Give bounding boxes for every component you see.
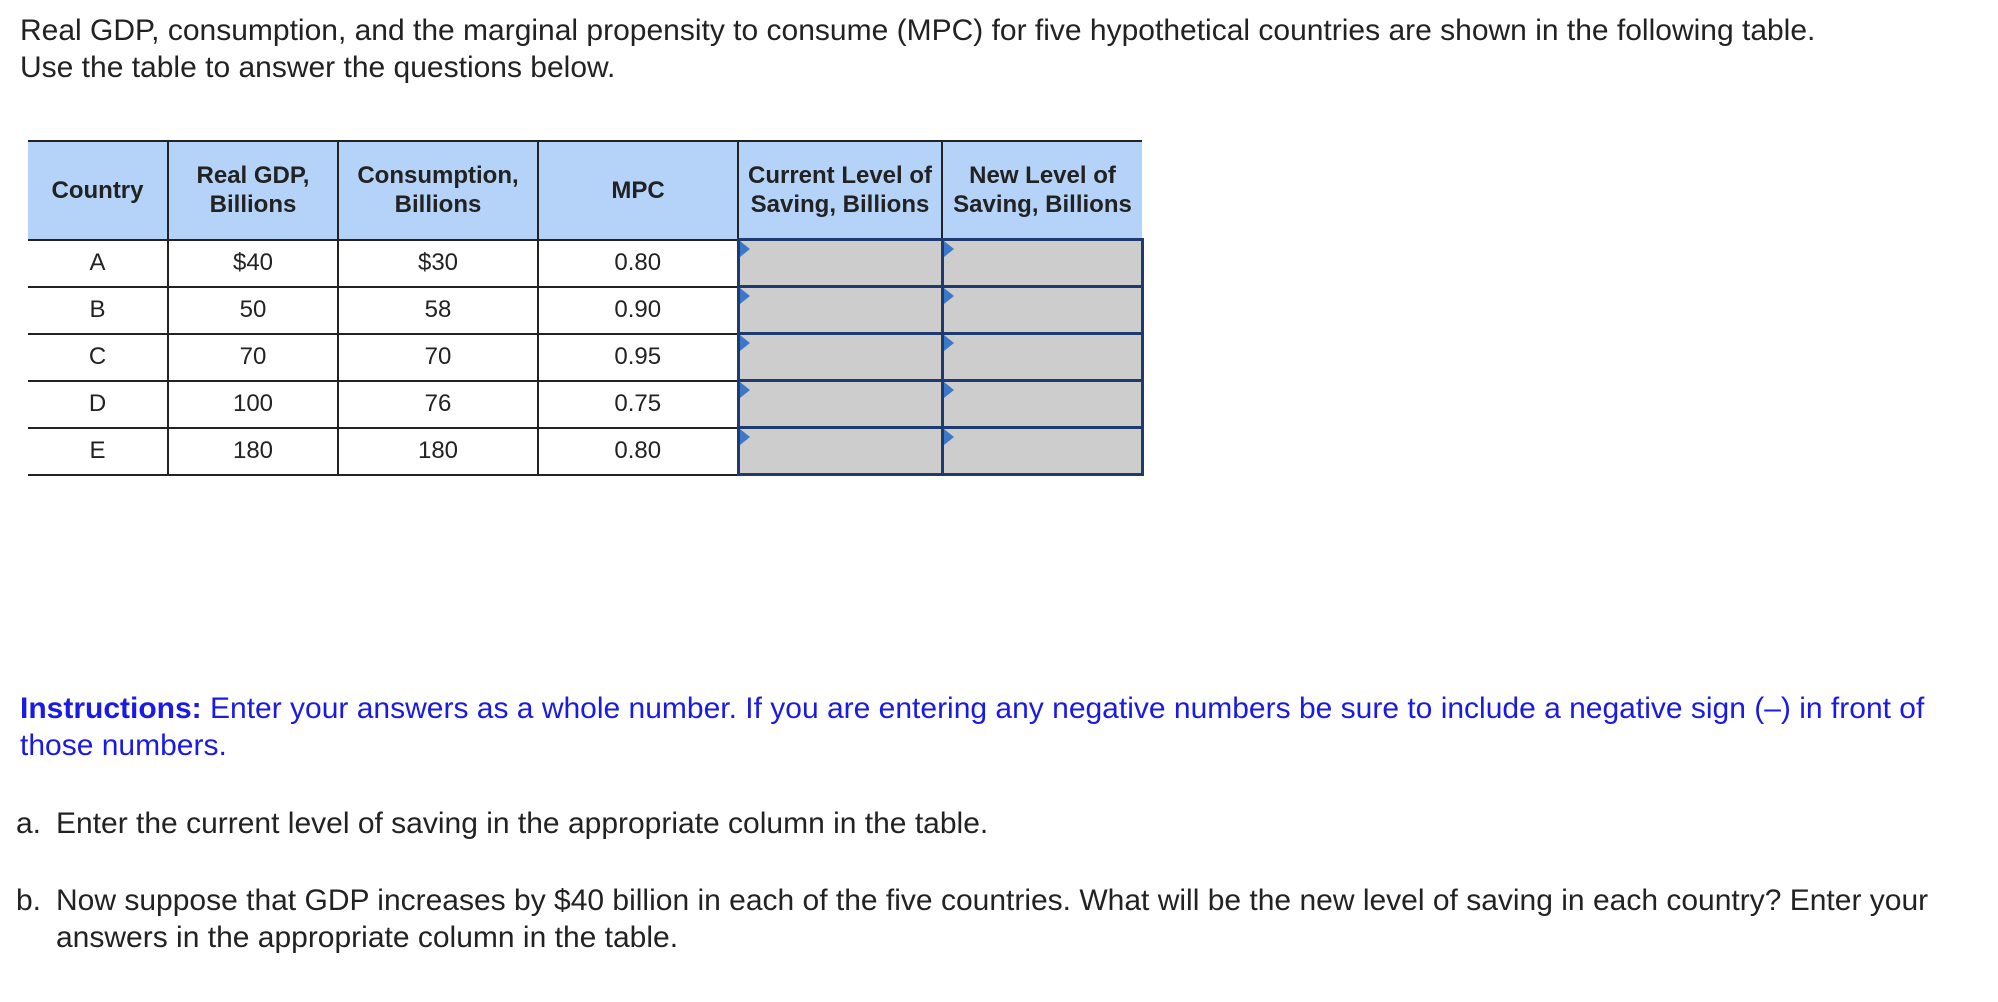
cell-consumption: 180 (338, 428, 538, 475)
cell-consumption: 76 (338, 381, 538, 428)
current-saving-input[interactable] (738, 334, 942, 381)
question-b (16, 882, 1956, 956)
header-consumption: Consumption, Billions (338, 141, 538, 240)
header-new-saving: New Level of Saving, Billions (942, 141, 1142, 240)
cell-mpc: 0.75 (538, 381, 738, 428)
instructions-paragraph (20, 690, 1960, 764)
cell-country: E (28, 428, 168, 475)
input-marker-icon (740, 382, 750, 398)
cell-real-gdp: 70 (168, 334, 338, 381)
header-real-gdp: Real GDP, Billions (168, 141, 338, 240)
input-marker-icon (740, 335, 750, 351)
input-marker-icon (740, 241, 750, 257)
cell-country: B (28, 287, 168, 334)
header-current-saving: Current Level of Saving, Billions (738, 141, 942, 240)
cell-country: C (28, 334, 168, 381)
question-a-text: Enter the current level of saving in the appropriate column in the table. (56, 807, 989, 840)
new-saving-input[interactable] (942, 381, 1142, 428)
intro-line-1: Real GDP, consumption, and the marginal propensity to consume (MPC) for five hypothetical countries are shown in the following table. (20, 14, 1816, 47)
current-saving-input[interactable] (738, 428, 942, 475)
instructions-text: Enter your answers as a whole number. If you are entering any negative numbers be sure to include a negative sign (–) in front of those numbers. (20, 692, 1925, 762)
cell-consumption: 58 (338, 287, 538, 334)
input-marker-icon (740, 429, 750, 445)
new-saving-input[interactable] (942, 428, 1142, 475)
cell-mpc: 0.80 (538, 428, 738, 475)
new-saving-input[interactable] (942, 334, 1142, 381)
question-a-label: a. (16, 807, 42, 840)
cell-country: D (28, 381, 168, 428)
cell-mpc: 0.95 (538, 334, 738, 381)
question-a (16, 805, 1956, 842)
table-row (28, 428, 1142, 475)
input-marker-icon (944, 335, 954, 351)
question-b-text: Now suppose that GDP increases by $40 billion in each of the five countries. What will be the new level of saving in each country? Enter your answers in the appropriate column in the table. (56, 884, 1929, 954)
intro-paragraph (20, 12, 1960, 86)
cell-country: A (28, 240, 168, 287)
table-row (28, 287, 1142, 334)
input-marker-icon (944, 382, 954, 398)
input-marker-icon (740, 288, 750, 304)
current-saving-input[interactable] (738, 381, 942, 428)
new-saving-input[interactable] (942, 287, 1142, 334)
table-row (28, 240, 1142, 287)
table-row (28, 381, 1142, 428)
input-marker-icon (944, 429, 954, 445)
header-mpc: MPC (538, 141, 738, 240)
cell-real-gdp: $40 (168, 240, 338, 287)
input-marker-icon (944, 241, 954, 257)
table-header-row (28, 141, 1142, 240)
cell-real-gdp: 100 (168, 381, 338, 428)
intro-line-2: Use the table to answer the questions below. (20, 51, 616, 84)
cell-real-gdp: 180 (168, 428, 338, 475)
current-saving-input[interactable] (738, 287, 942, 334)
cell-consumption: 70 (338, 334, 538, 381)
data-table (28, 140, 1144, 476)
question-b-label: b. (16, 884, 42, 917)
cell-consumption: $30 (338, 240, 538, 287)
cell-mpc: 0.80 (538, 240, 738, 287)
table-row (28, 334, 1142, 381)
instructions-label: Instructions: (20, 692, 202, 725)
header-country: Country (28, 141, 168, 240)
cell-real-gdp: 50 (168, 287, 338, 334)
cell-mpc: 0.90 (538, 287, 738, 334)
current-saving-input[interactable] (738, 240, 942, 287)
new-saving-input[interactable] (942, 240, 1142, 287)
input-marker-icon (944, 288, 954, 304)
